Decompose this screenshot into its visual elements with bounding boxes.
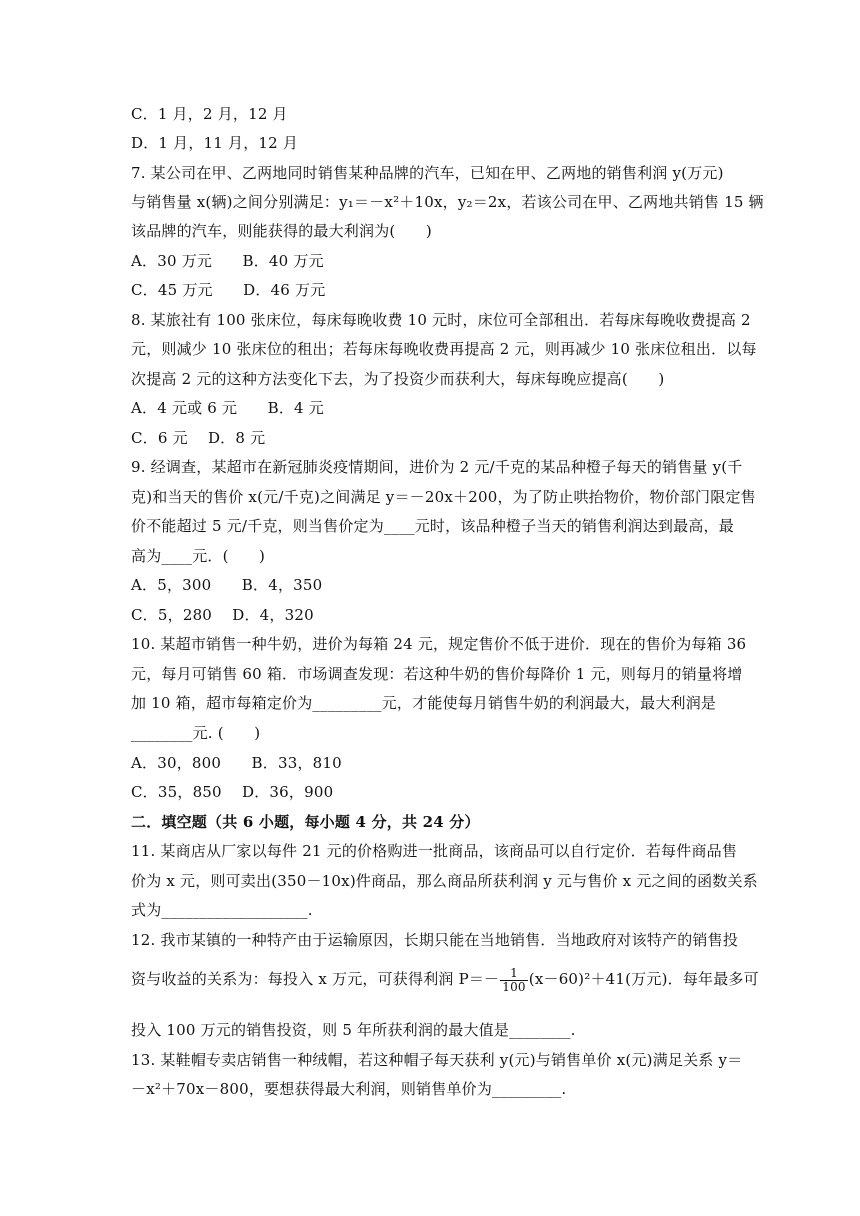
question-11-line: 11. 某商店从厂家以每件 21 元的价格购进一批商品，该商品可以自行定价．若每件商品售 — [131, 842, 738, 860]
question-12-formula-line — [131, 966, 759, 994]
question-9-line: 高为____元．( ) — [131, 547, 266, 565]
fraction — [500, 967, 528, 994]
question-7-line: 该品牌的汽车，则能获得的最大利润为( ) — [131, 222, 432, 240]
question-10-line: 元，每月可销售 60 箱．市场调查发现：若这种牛奶的售价每降价 1 元，则每月的销量将增 — [131, 665, 743, 683]
fraction-numerator: 1 — [500, 967, 528, 981]
option-line: A．5，300 B．4，350 — [131, 576, 323, 594]
question-13-line: －x²＋70x－800，要想获得最大利润，则销售单价为_________. — [131, 1080, 567, 1098]
question-8-line: 次提高 2 元的这种方法变化下去，为了投资少而获利大，每床每晚应提高( ) — [131, 370, 665, 388]
question-9-line: 9. 经调查，某超市在新冠肺炎疫情期间，进价为 2 元/千克的某品种橙子每天的销售量 y(千 — [131, 458, 743, 476]
question-13-line: 13. 某鞋帽专卖店销售一种绒帽，若这种帽子每天获利 y(元)与销售单价 x(元)满足关系 y＝ — [131, 1051, 743, 1069]
question-12-line: 12. 我市某镇的一种特产由于运输原因，长期只能在当地销售．当地政府对该特产的销售投 — [131, 931, 739, 949]
question-10-line: ________元. ( ) — [131, 724, 261, 742]
formula-text-after: (x－60)²＋41(万元)．每年最多可 — [528, 970, 759, 988]
option-line: A．30 万元 B．40 万元 — [131, 252, 324, 270]
option-line: A．4 元或 6 元 B．4 元 — [131, 399, 324, 417]
fraction-denominator: 100 — [502, 979, 526, 994]
section-heading: 二．填空题（共 6 小题，每小题 4 分，共 24 分） — [131, 813, 480, 831]
question-9-line: 价不能超过 5 元/千克，则当售价定为____元时，该品种橙子当天的销售利润达到最高，最 — [131, 517, 734, 535]
question-11-line: 价为 x 元，则可卖出(350－10x)件商品，那么商品所获利润 y 元与售价 x 元之间的函数关系 — [131, 872, 758, 890]
option-line: C．6 元 D．8 元 — [131, 429, 266, 447]
question-8-line: 元，则减少 10 张床位的租出；若每床每晚收费再提高 2 元，则再减少 10 张床位租出．以每 — [131, 340, 757, 358]
question-11-line: 式为___________________. — [131, 901, 313, 919]
question-8-line: 8. 某旅社有 100 张床位，每床每晚收费 10 元时，床位可全部租出．若每床每晚收费提高 2 — [131, 311, 751, 329]
question-12-line: 投入 100 万元的销售投资，则 5 年所获利润的最大值是________. — [131, 1021, 576, 1039]
option-line: C．1 月，2 月，12 月 — [131, 105, 288, 123]
question-10-line: 10. 某超市销售一种牛奶，进价为每箱 24 元，规定售价不低于进价．现在的售价为每箱 36 — [131, 635, 747, 653]
question-9-line: 克)和当天的售价 x(元/千克)之间满足 y＝－20x＋200，为了防止哄抬物价，物价部门限定售 — [131, 488, 756, 506]
option-line: C．45 万元 D．46 万元 — [131, 281, 326, 299]
formula-text-before: 资与收益的关系为：每投入 x 万元，可获得利润 P＝－ — [131, 970, 500, 988]
option-line: C．5，280 D．4，320 — [131, 606, 314, 624]
option-line: A．30，800 B．33，810 — [131, 754, 342, 772]
question-7-line: 与销售量 x(辆)之间分别满足：y₁＝－x²＋10x，y₂＝2x，若该公司在甲、乙两地共销售 15 辆 — [131, 193, 764, 211]
question-7-line: 7. 某公司在甲、乙两地同时销售某种品牌的汽车，已知在甲、乙两地的销售利润 y(万元) — [131, 164, 724, 182]
option-line: C．35，850 D．36，900 — [131, 783, 334, 801]
option-line: D．1 月，11 月，12 月 — [131, 134, 299, 152]
question-10-line: 加 10 箱，超市每箱定价为_________元，才能使每月销售牛奶的利润最大，最大利润是 — [131, 694, 717, 712]
